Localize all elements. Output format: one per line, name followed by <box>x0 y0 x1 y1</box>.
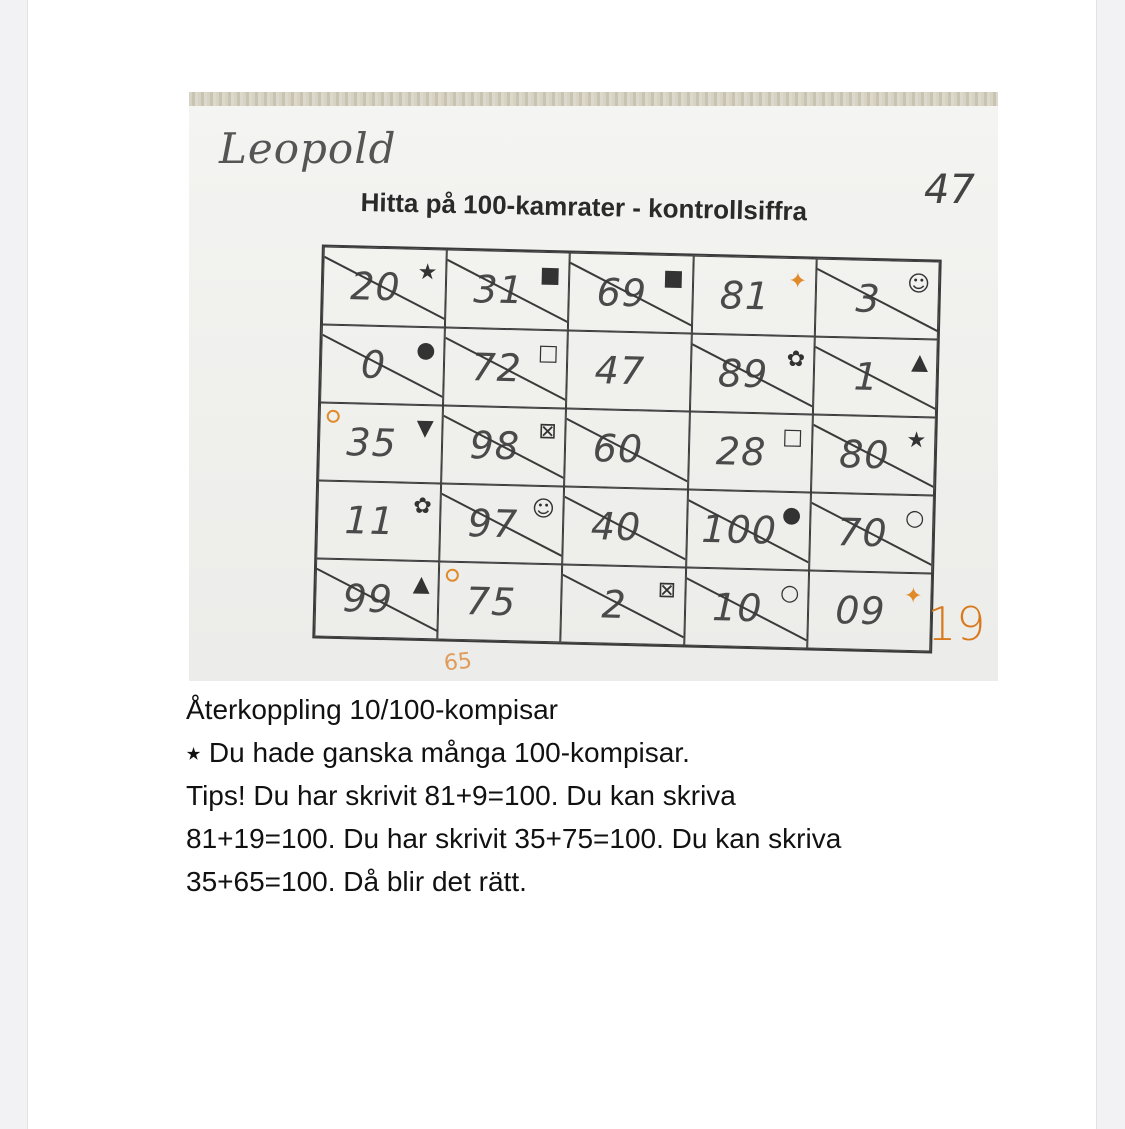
below-correction-note: 65 <box>442 648 474 677</box>
grid-cell <box>690 334 815 415</box>
check-number: 47 <box>924 167 975 213</box>
grid-cell-number: 35 <box>345 420 398 466</box>
grid-cell <box>318 402 443 483</box>
grid-cell-number: 40 <box>590 504 642 550</box>
grid-cell <box>564 409 689 490</box>
grid-cell <box>811 415 936 496</box>
cell-symbol-icon: ○ <box>779 580 800 607</box>
cell-symbol-icon: ✦ <box>903 583 923 610</box>
cell-symbol-icon: □ <box>782 424 804 451</box>
grid-cell <box>815 259 940 340</box>
grid-cell-number: 89 <box>717 351 769 397</box>
worksheet-title: Hitta på 100-kamrater - kontrollsiffra <box>360 187 808 227</box>
cell-symbol-icon: ✦ <box>788 268 808 295</box>
grid-cell-number: 11 <box>344 498 396 544</box>
grid-cell-number: 0 <box>360 342 387 388</box>
grid-cell <box>568 253 693 334</box>
grid-cell <box>437 561 562 642</box>
grid-cell-number: 75 <box>465 579 517 625</box>
grid-cell <box>691 256 816 337</box>
feedback-text <box>186 688 986 903</box>
grid-cell-number: 97 <box>467 501 519 547</box>
cell-symbol-icon: ☺ <box>906 271 931 298</box>
grid-cell <box>686 489 811 570</box>
grid-cell <box>807 570 932 651</box>
grid-cell <box>563 486 688 567</box>
feedback-line: 81+19=100. Du har skrivit 35+75=100. Du kan skriva <box>186 823 842 854</box>
grid-cell-number: 70 <box>836 510 889 556</box>
orange-circle-icon <box>327 410 340 423</box>
grid-cell-number: 10 <box>711 585 764 631</box>
paper-edge <box>189 92 998 106</box>
document-page <box>28 0 1096 1129</box>
feedback-line: Tips! Du har skrivit 81+9=100. Du kan skriva <box>186 780 736 811</box>
cell-symbol-icon: ● <box>416 337 436 364</box>
cell-symbol-icon: ● <box>781 502 802 529</box>
cell-symbol-icon: ▲ <box>910 349 929 376</box>
number-grid <box>312 244 941 653</box>
grid-cell <box>684 567 809 648</box>
grid-cell-number: 3 <box>855 276 882 322</box>
cell-symbol-icon: ⊠ <box>657 577 677 604</box>
grid-cell-number: 60 <box>592 426 644 472</box>
grid-cell <box>322 247 447 328</box>
grid-cell <box>439 483 564 564</box>
grid-cell-number: 31 <box>472 267 525 313</box>
grid-cell-number: 47 <box>594 348 646 394</box>
grid-cell <box>443 328 568 409</box>
cell-symbol-icon: ▲ <box>412 571 431 598</box>
side-correction-number: 19 <box>927 597 986 651</box>
grid-cell-number: 72 <box>471 345 523 391</box>
orange-circle-icon <box>446 569 459 582</box>
grid-cell-number: 20 <box>349 264 402 310</box>
cell-symbol-icon: □ <box>537 340 560 367</box>
cell-symbol-icon: ■ <box>539 262 561 289</box>
grid-cell-number: 81 <box>719 273 771 319</box>
grid-cell <box>688 412 813 493</box>
grid-cell <box>445 250 570 331</box>
grid-cell-number: 80 <box>838 432 891 478</box>
grid-cell <box>316 480 441 561</box>
number-grid-wrapper <box>312 244 941 653</box>
grid-cell <box>566 331 691 412</box>
grid-cell-number: 99 <box>342 576 394 622</box>
cell-symbol-icon: ★ <box>417 259 438 286</box>
feedback-line: ⭑ Du hade ganska många 100-kompisar. <box>186 737 690 768</box>
cell-symbol-icon: ★ <box>906 427 927 454</box>
cell-symbol-icon: ✿ <box>786 346 806 373</box>
grid-cell <box>809 493 934 574</box>
cell-symbol-icon: ○ <box>904 505 925 532</box>
cell-symbol-icon: ✿ <box>412 493 433 520</box>
grid-cell-number: 09 <box>834 588 887 634</box>
student-name: Leopold <box>219 124 397 173</box>
worksheet-photo <box>189 92 998 681</box>
grid-cell-number: 1 <box>853 354 880 400</box>
grid-cell-number: 98 <box>469 423 521 469</box>
cell-symbol-icon: ☺ <box>531 496 556 523</box>
grid-cell <box>441 405 566 486</box>
grid-cell <box>320 325 445 406</box>
cell-symbol-icon: ▼ <box>416 415 434 442</box>
grid-cell <box>561 564 686 645</box>
feedback-heading: Återkoppling 10/100-kompisar <box>186 694 558 725</box>
grid-cell <box>314 558 439 639</box>
grid-cell-number: 28 <box>715 429 767 475</box>
cell-symbol-icon: ■ <box>662 265 685 292</box>
grid-cell <box>813 337 938 418</box>
grid-cell-number: 2 <box>601 582 628 628</box>
grid-cell-number: 100 <box>700 506 778 553</box>
grid-cell-number: 69 <box>596 270 648 316</box>
feedback-line: 35+65=100. Då blir det rätt. <box>186 866 527 897</box>
cell-symbol-icon: ⊠ <box>538 418 558 445</box>
